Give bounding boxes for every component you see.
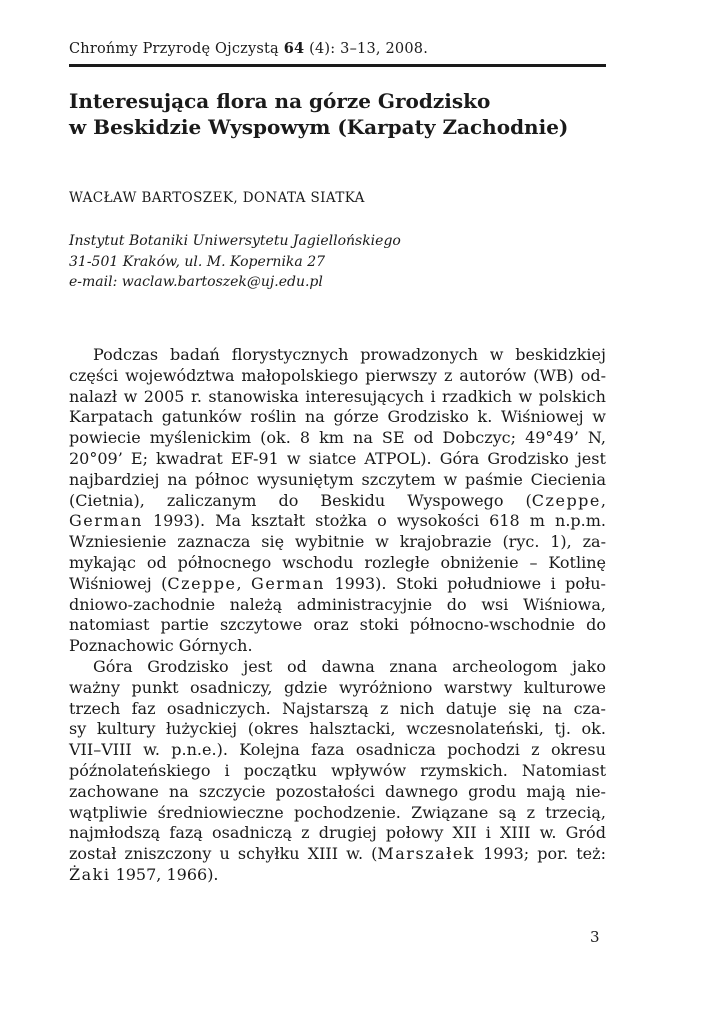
text-line: Poznachowic Górnych.: [69, 636, 253, 656]
text-line: 20°09’ E; kwadrat EF-91 w siatce ATPOL). Góra Grodzisko jest: [69, 448, 606, 468]
header-rule: [69, 64, 606, 67]
affiliation-address: 31-501 Kraków, ul. M. Kopernika 27: [69, 253, 326, 270]
affiliation-institute: Instytut Botaniki Uniwersytetu Jagiellońskiego: [69, 233, 401, 249]
title-line-1: Interesująca flora na górze Grodzisko: [69, 89, 491, 113]
text-line: dniowo-zachodnie należą administracyjnie do wsi Wiśniowa,: [69, 594, 606, 614]
journal-volume: 64: [283, 40, 305, 57]
text-line: VII–VIII w. p.n.e.). Kolejna faza osadnicza pochodzi z okresu: [69, 740, 606, 760]
journal-issue: (4): 3–13, 2008.: [309, 41, 428, 57]
text-line: najmłodszą fazą osadniczą z drugiej połowy XII i XIII w. Gród: [69, 823, 606, 843]
paragraph: [69, 657, 606, 886]
text-line: późnolateńskiego i początku wpływów rzymskich. Natomiast: [69, 760, 606, 780]
text-line: Góra Grodzisko jest od dawna znana archeologom jako: [93, 656, 606, 676]
text-line: Podczas badań florystycznych prowadzonych w beskidzkiej: [93, 345, 606, 364]
text-line: Żaki 1957, 1966).: [69, 864, 219, 884]
text-line: został zniszczony u schyłku XIII w. (Marszałek 1993; por. też:: [69, 844, 606, 864]
text-line: Karpatach gatunków roślin na górze Grodzisko k. Wiśniowej w: [69, 407, 606, 427]
text-line: mykając od północnego wschodu rozległe obniżenie – Kotlinę: [69, 552, 606, 572]
text-line: wątpliwie średniowieczne pochodzenie. Związane są z trzecią,: [69, 802, 606, 822]
text-line: German 1993). Ma kształt stożka o wysokości 618 m n.p.m.: [69, 511, 606, 531]
text-line: zachowane na szczycie pozostałości dawnego grodu mają nie-: [69, 781, 606, 801]
text-line: nalazł w 2005 r. stanowiska interesujących i rzadkich w polskich: [69, 386, 606, 406]
text-line: ważny punkt osadniczy, gdzie wyróżniono warstwy kulturowe: [69, 677, 606, 697]
journal-citation: [69, 40, 428, 57]
article-title: [69, 88, 629, 140]
title-line-2: w Beskidzie Wyspowym (Karpaty Zachodnie): [69, 115, 569, 139]
text-line: (Cietnia), zaliczanym do Beskidu Wyspowego (Czeppe,: [69, 490, 606, 510]
text-line: Wiśniowej (Czeppe, German 1993). Stoki południowe i połu-: [69, 573, 606, 593]
text-line: Wzniesienie zaznacza się wybitnie w krajobrazie (ryc. 1), za-: [69, 532, 606, 552]
text-line: powiecie myślenickim (ok. 8 km na SE od Dobczyc; 49°49’ N,: [69, 428, 606, 448]
text-line: trzech faz osadniczych. Najstarszą z nich datuje się na cza-: [69, 698, 606, 718]
affiliation-email: e-mail: waclaw.bartoszek@uj.edu.pl: [69, 274, 323, 290]
affiliation: [69, 231, 401, 293]
text-line: najbardziej na północ wysuniętym szczytem w paśmie Ciecienia: [69, 469, 606, 489]
journal-name: Chrońmy Przyrodę Ojczystą: [69, 41, 279, 57]
paragraph: [69, 345, 606, 657]
text-line: części województwa małopolskiego pierwszy z autorów (WB) od-: [69, 365, 606, 385]
text-line: natomiast partie szczytowe oraz stoki północno-wschodnie do: [69, 615, 606, 635]
text-line: sy kultury łużyckiej (okres halsztacki, wczesnolateński, tj. ok.: [69, 719, 606, 739]
page-number: 3: [590, 928, 600, 946]
authors: WACŁAW BARTOSZEK, DONATA SIATKA: [69, 190, 365, 206]
article-body: [69, 345, 606, 886]
